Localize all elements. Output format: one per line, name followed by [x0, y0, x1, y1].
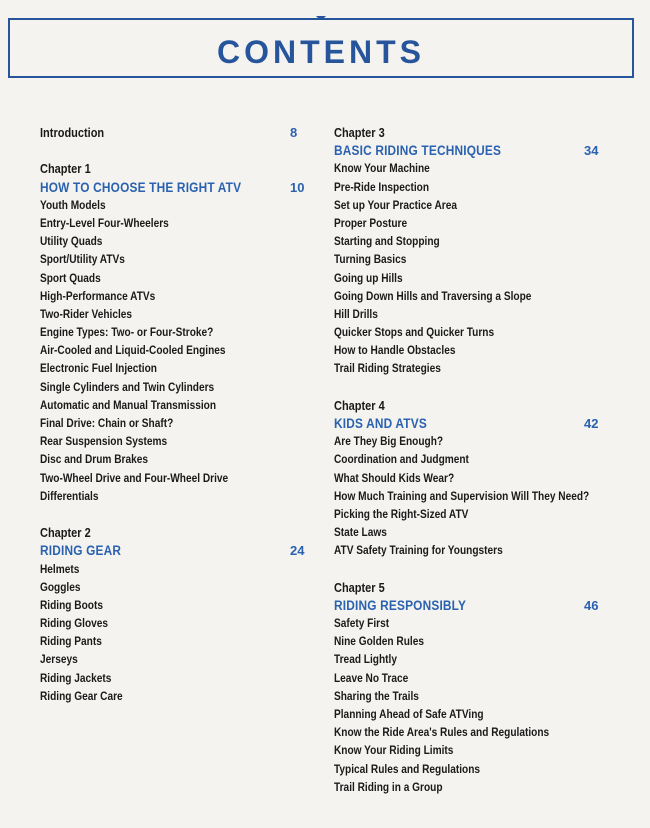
contents-header — [8, 18, 634, 78]
list-item[interactable]: Goggles — [40, 581, 81, 594]
chapter-number: Chapter 2 — [40, 526, 91, 541]
list-item[interactable]: Rear Suspension Systems — [40, 436, 168, 449]
list-item[interactable]: Disc and Drum Brakes — [40, 454, 148, 467]
chapter-2 — [40, 524, 310, 706]
list-item[interactable]: Quicker Stops and Quicker Turns — [334, 327, 495, 340]
introduction-entry[interactable] — [40, 124, 310, 142]
list-item[interactable]: Automatic and Manual Transmission — [40, 399, 217, 412]
chapter-title: KIDS AND ATVS — [334, 416, 427, 431]
list-item[interactable]: Riding Gear Care — [40, 690, 123, 703]
list-item[interactable]: Sport Quads — [40, 272, 101, 285]
list-item[interactable]: Starting and Stopping — [334, 236, 440, 249]
list-item[interactable]: Engine Types: Two- or Four-Stroke? — [40, 327, 214, 340]
list-item[interactable]: Proper Posture — [334, 217, 408, 230]
list-item[interactable]: Utility Quads — [40, 236, 103, 249]
list-item[interactable]: Know Your Machine — [334, 163, 430, 176]
chapter-page-number: 34 — [584, 143, 599, 159]
list-item[interactable]: Entry-Level Four-Wheelers — [40, 217, 169, 230]
chapter-page-number: 42 — [584, 416, 599, 431]
chapter-title-entry[interactable] — [334, 415, 602, 433]
chapter-4 — [334, 397, 602, 561]
chapter-title: HOW TO CHOOSE THE RIGHT ATV — [40, 179, 242, 195]
chapter-title-entry[interactable] — [40, 542, 310, 560]
chapter-number: Chapter 5 — [334, 580, 385, 595]
list-item[interactable]: Know the Ride Area's Rules and Regulations — [334, 727, 550, 740]
list-item[interactable]: Sport/Utility ATVs — [40, 254, 125, 267]
list-item[interactable]: Trail Riding in a Group — [334, 781, 443, 794]
list-item[interactable]: ATV Safety Training for Youngsters — [334, 545, 503, 558]
list-item[interactable]: How to Handle Obstacles — [334, 345, 456, 358]
list-item[interactable]: Jerseys — [40, 654, 78, 667]
introduction-page: 8 — [290, 125, 298, 140]
list-item[interactable]: High-Performance ATVs — [40, 290, 156, 303]
list-item[interactable]: Coordination and Judgment — [334, 454, 469, 467]
page-title: CONTENTS — [217, 34, 425, 70]
list-item[interactable]: Going up Hills — [334, 272, 403, 285]
list-item[interactable]: What Should Kids Wear? — [334, 472, 455, 485]
chapter-title-entry[interactable] — [334, 597, 602, 615]
list-item[interactable]: Planning Ahead of Safe ATVing — [334, 709, 484, 721]
list-item[interactable]: Two-Rider Vehicles — [40, 308, 133, 321]
chapter-5 — [334, 579, 602, 797]
list-item[interactable]: Hill Drills — [334, 308, 378, 321]
chapter-title-entry[interactable] — [40, 179, 310, 197]
chapter-number: Chapter 4 — [334, 398, 385, 413]
list-item[interactable]: Youth Models — [40, 199, 106, 212]
list-item[interactable]: Tread Lightly — [334, 654, 397, 667]
list-item[interactable]: Know Your Riding Limits — [334, 745, 454, 758]
chapter-3 — [334, 124, 602, 379]
list-item[interactable]: Nine Golden Rules — [334, 636, 424, 649]
chapter-title-entry[interactable] — [334, 142, 602, 160]
list-item[interactable]: Riding Boots — [40, 599, 103, 612]
list-item[interactable]: Trail Riding Strategies — [334, 363, 441, 376]
chapter-number: Chapter 3 — [334, 126, 385, 140]
list-item[interactable]: Helmets — [40, 563, 80, 576]
list-item[interactable]: Riding Jackets — [40, 672, 112, 685]
list-item[interactable]: Electronic Fuel Injection — [40, 363, 157, 376]
chapter-number: Chapter 1 — [40, 162, 91, 177]
chapter-page-number: 46 — [584, 597, 599, 613]
chapter-title: RIDING GEAR — [40, 543, 122, 559]
list-item[interactable]: Single Cylinders and Twin Cylinders — [40, 381, 215, 394]
list-item[interactable]: Sharing the Trails — [334, 690, 419, 703]
list-item[interactable]: Air-Cooled and Liquid-Cooled Engines — [40, 345, 226, 358]
list-item[interactable]: Set up Your Practice Area — [334, 199, 457, 212]
list-item[interactable]: Two-Wheel Drive and Four-Wheel Drive — [40, 472, 229, 485]
list-item[interactable]: Going Down Hills and Traversing a Slope — [334, 290, 532, 303]
list-item[interactable]: Pre-Ride Inspection — [334, 181, 430, 194]
right-column — [334, 124, 602, 797]
list-item[interactable]: Are They Big Enough? — [334, 436, 444, 449]
chapter-page-number: 10 — [290, 179, 305, 195]
left-column — [40, 124, 310, 706]
list-item[interactable]: Turning Basics — [334, 254, 407, 267]
list-item[interactable]: Typical Rules and Regulations — [334, 763, 481, 776]
list-item[interactable]: Leave No Trace — [334, 672, 409, 685]
list-item[interactable]: Riding Pants — [40, 636, 102, 649]
chapter-page-number: 24 — [290, 543, 305, 559]
chapter-title: RIDING RESPONSIBLY — [334, 597, 467, 613]
chapter-title: BASIC RIDING TECHNIQUES — [334, 143, 502, 159]
list-item[interactable]: Safety First — [334, 618, 390, 631]
list-item[interactable]: How Much Training and Supervision Will They Need? — [334, 490, 590, 503]
chapter-1 — [40, 160, 310, 506]
list-item[interactable]: Final Drive: Chain or Shaft? — [40, 418, 174, 430]
list-item[interactable]: Differentials — [40, 490, 99, 503]
introduction-label: Introduction — [40, 126, 105, 140]
list-item[interactable]: State Laws — [334, 527, 387, 540]
list-item[interactable]: Riding Gloves — [40, 618, 109, 631]
list-item[interactable]: Picking the Right-Sized ATV — [334, 508, 469, 521]
